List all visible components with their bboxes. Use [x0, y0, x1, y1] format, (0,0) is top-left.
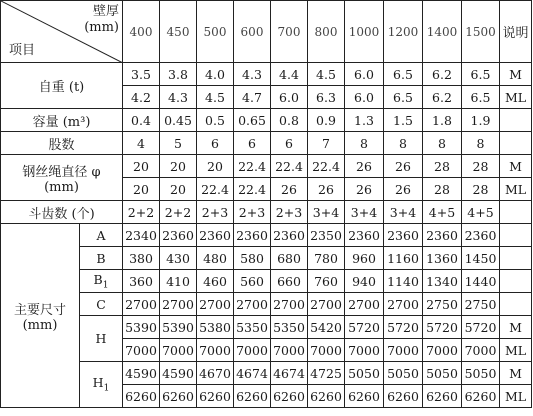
- table-cell: 2360: [345, 224, 384, 247]
- table-cell: 1.3: [345, 109, 384, 132]
- table-cell: 6.5: [384, 63, 423, 86]
- table-cell: 780: [308, 247, 345, 270]
- table-cell: 2700: [234, 293, 271, 316]
- table-cell: 22.4: [271, 155, 308, 178]
- table-cell: 6.2: [423, 63, 462, 86]
- header-row: [1, 1, 532, 63]
- table-cell: 2360: [197, 224, 234, 247]
- table-cell: 4.0: [197, 63, 234, 86]
- table-cell: 26: [271, 178, 308, 201]
- dimension-key-b1-subscript: 1: [102, 280, 109, 291]
- dimensions-label: [1, 224, 80, 408]
- note-cell: M: [500, 63, 532, 86]
- table-cell: 2700: [308, 293, 345, 316]
- table-cell: 0.65: [234, 109, 271, 132]
- table-cell: 2700: [160, 293, 197, 316]
- table-cell: 6.5: [462, 63, 500, 86]
- table-cell: 4590: [160, 362, 197, 385]
- note-cell: M: [500, 362, 532, 385]
- table-cell: 6260: [234, 385, 271, 408]
- table-cell: 5350: [271, 316, 308, 339]
- header-value-10: 1500: [462, 1, 500, 63]
- table-cell: 26: [345, 178, 384, 201]
- dimension-row-h-m: [1, 316, 532, 339]
- table-cell: 2+3: [234, 201, 271, 224]
- note-cell: M: [500, 155, 532, 178]
- dimension-row-a: [1, 224, 532, 247]
- table-cell: 4590: [123, 362, 160, 385]
- table-cell: 28: [423, 178, 462, 201]
- table-cell: 6.0: [345, 86, 384, 109]
- capacity-row: [1, 109, 532, 132]
- header-value-6: 800: [308, 1, 345, 63]
- rope-diameter-label-line1: 钢丝绳直径 φ: [22, 164, 101, 180]
- table-cell: 2350: [308, 224, 345, 247]
- table-cell: 8: [423, 132, 462, 155]
- header-value-8: 1200: [384, 1, 423, 63]
- wall-thickness-label: 壁厚: [92, 4, 119, 19]
- self-weight-row-m: [1, 63, 532, 86]
- teeth-label: 斗齿数 (个): [1, 201, 123, 224]
- table-cell: 20: [123, 155, 160, 178]
- table-cell: 28: [423, 155, 462, 178]
- table-cell: 2360: [462, 224, 500, 247]
- table-cell: 3+4: [308, 201, 345, 224]
- table-cell: 1140: [384, 270, 423, 293]
- table-cell: 5050: [462, 362, 500, 385]
- table-cell: 460: [197, 270, 234, 293]
- note-cell: [500, 132, 532, 155]
- table-cell: 4.5: [308, 63, 345, 86]
- table-cell: 5390: [160, 316, 197, 339]
- table-cell: 6.3: [308, 86, 345, 109]
- table-cell: 8: [384, 132, 423, 155]
- dimension-key-a: A: [80, 224, 123, 247]
- table-cell: 5420: [308, 316, 345, 339]
- table-cell: 0.8: [271, 109, 308, 132]
- table-cell: 4670: [197, 362, 234, 385]
- table-cell: 6.2: [423, 86, 462, 109]
- header-value-4: 600: [234, 1, 271, 63]
- rope-diameter-label: [1, 155, 123, 201]
- table-cell: 7000: [271, 339, 308, 362]
- table-cell: 940: [345, 270, 384, 293]
- dimension-row-b1: [1, 270, 532, 293]
- table-cell: 4+5: [462, 201, 500, 224]
- table-cell: 5: [160, 132, 197, 155]
- table-cell: 2700: [123, 293, 160, 316]
- note-cell: [500, 247, 532, 270]
- table-cell: 3.5: [123, 63, 160, 86]
- table-cell: 2700: [384, 293, 423, 316]
- header-value-5: 700: [271, 1, 308, 63]
- table-cell: 6: [271, 132, 308, 155]
- table-cell: 26: [384, 155, 423, 178]
- dimension-key-b1-main: B: [93, 271, 103, 287]
- table-cell: 7: [308, 132, 345, 155]
- table-cell: 580: [234, 247, 271, 270]
- dimension-row-h1-m: [1, 362, 532, 385]
- table-cell: 22.4: [197, 178, 234, 201]
- table-cell: 28: [462, 178, 500, 201]
- table-cell: 20: [160, 178, 197, 201]
- table-cell: 3+4: [384, 201, 423, 224]
- table-cell: 360: [123, 270, 160, 293]
- table-cell: 28: [462, 155, 500, 178]
- table-cell: 6260: [197, 385, 234, 408]
- table-cell: 2360: [271, 224, 308, 247]
- table-cell: 760: [308, 270, 345, 293]
- header-value-7: 1000: [345, 1, 384, 63]
- table-cell: 680: [271, 247, 308, 270]
- table-cell: 560: [234, 270, 271, 293]
- header-column-caption: [84, 4, 119, 36]
- table-cell: 1.8: [423, 109, 462, 132]
- table-cell: 2750: [462, 293, 500, 316]
- table-cell: 2360: [423, 224, 462, 247]
- table-cell: 6.0: [271, 86, 308, 109]
- header-value-1: 400: [123, 1, 160, 63]
- table-cell: 7000: [384, 339, 423, 362]
- table-cell: 20: [160, 155, 197, 178]
- note-cell: [500, 270, 532, 293]
- capacity-label: 容量 (m³): [1, 109, 123, 132]
- table-cell: 7000: [308, 339, 345, 362]
- table-cell: 6260: [123, 385, 160, 408]
- table-cell: 1.5: [384, 109, 423, 132]
- table-cell: 6260: [271, 385, 308, 408]
- dimension-key-h: H: [80, 316, 123, 362]
- self-weight-label: 自重 (t): [1, 63, 123, 109]
- table-cell: 6260: [308, 385, 345, 408]
- table-cell: 1160: [384, 247, 423, 270]
- table-cell: 7000: [345, 339, 384, 362]
- rope-diameter-row-m: [1, 155, 532, 178]
- table-cell: 20: [197, 155, 234, 178]
- table-cell: 5720: [384, 316, 423, 339]
- table-cell: 1340: [423, 270, 462, 293]
- table-cell: 1.9: [462, 109, 500, 132]
- table-cell: 2+2: [160, 201, 197, 224]
- table-cell: 22.4: [234, 155, 271, 178]
- note-cell: ML: [500, 339, 532, 362]
- table-cell: 1440: [462, 270, 500, 293]
- table-cell: 6260: [423, 385, 462, 408]
- table-cell: 2+3: [197, 201, 234, 224]
- table-cell: 7000: [234, 339, 271, 362]
- table-cell: 5720: [345, 316, 384, 339]
- table-cell: 480: [197, 247, 234, 270]
- teeth-row: [1, 201, 532, 224]
- table-cell: 20: [123, 178, 160, 201]
- table-cell: 1360: [423, 247, 462, 270]
- table-cell: 2360: [160, 224, 197, 247]
- table-cell: 2360: [384, 224, 423, 247]
- table-cell: 2750: [423, 293, 462, 316]
- header-value-2: 450: [160, 1, 197, 63]
- table-cell: 26: [308, 178, 345, 201]
- strands-row: [1, 132, 532, 155]
- note-cell: M: [500, 316, 532, 339]
- table-cell: 7000: [197, 339, 234, 362]
- table-cell: 8: [462, 132, 500, 155]
- dimension-key-h1-subscript: 1: [103, 383, 110, 394]
- table-cell: 4.3: [234, 63, 271, 86]
- table-cell: 7000: [462, 339, 500, 362]
- table-cell: 22.4: [234, 178, 271, 201]
- table-cell: 2700: [345, 293, 384, 316]
- table-cell: 4674: [234, 362, 271, 385]
- note-header: 说明: [500, 1, 532, 63]
- table-cell: 0.4: [123, 109, 160, 132]
- dimension-row-c: [1, 293, 532, 316]
- table-cell: 4: [123, 132, 160, 155]
- header-value-9: 1400: [423, 1, 462, 63]
- table-cell: 5050: [423, 362, 462, 385]
- table-cell: 6: [197, 132, 234, 155]
- table-cell: 430: [160, 247, 197, 270]
- dimensions-label-line1: 主要尺寸: [13, 302, 66, 318]
- note-cell: ML: [500, 385, 532, 408]
- table-cell: 4.7: [234, 86, 271, 109]
- table-cell: 5050: [384, 362, 423, 385]
- table-cell: 8: [345, 132, 384, 155]
- table-cell: 4.4: [271, 63, 308, 86]
- strands-label: 股数: [1, 132, 123, 155]
- table-cell: 6.5: [384, 86, 423, 109]
- table-cell: 26: [345, 155, 384, 178]
- table-cell: 5390: [123, 316, 160, 339]
- row-header-label: 项目: [9, 43, 36, 58]
- table-cell: 960: [345, 247, 384, 270]
- table-cell: 3.8: [160, 63, 197, 86]
- dimension-key-b: B: [80, 247, 123, 270]
- table-cell: 26: [384, 178, 423, 201]
- wall-thickness-unit: (mm): [84, 20, 119, 35]
- rope-diameter-label-line2: (mm): [44, 179, 79, 195]
- note-cell: ML: [500, 86, 532, 109]
- table-cell: 4.5: [197, 86, 234, 109]
- table-cell: 410: [160, 270, 197, 293]
- table-cell: 2360: [234, 224, 271, 247]
- header-value-3: 500: [197, 1, 234, 63]
- table-cell: 2700: [197, 293, 234, 316]
- table-cell: 4.2: [123, 86, 160, 109]
- table-cell: 6260: [462, 385, 500, 408]
- table-cell: 2700: [271, 293, 308, 316]
- table-cell: 5350: [234, 316, 271, 339]
- dimension-key-h1: [80, 362, 123, 408]
- table-cell: 380: [123, 247, 160, 270]
- table-cell: 5380: [197, 316, 234, 339]
- note-cell: [500, 293, 532, 316]
- table-cell: 7000: [160, 339, 197, 362]
- table-cell: 2+2: [123, 201, 160, 224]
- dimension-key-c: C: [80, 293, 123, 316]
- table-cell: 5720: [462, 316, 500, 339]
- table-cell: 3+4: [345, 201, 384, 224]
- table-cell: 6260: [384, 385, 423, 408]
- note-cell: [500, 109, 532, 132]
- header-diagonal-cell: [1, 1, 123, 63]
- table-cell: 6260: [345, 385, 384, 408]
- dimension-row-b: [1, 247, 532, 270]
- table-cell: 5050: [345, 362, 384, 385]
- table-cell: 7000: [423, 339, 462, 362]
- table-cell: 4.3: [160, 86, 197, 109]
- dimension-key-b1: [80, 270, 123, 293]
- table-cell: 4+5: [423, 201, 462, 224]
- table-cell: 0.45: [160, 109, 197, 132]
- table-cell: 6260: [160, 385, 197, 408]
- table-cell: 7000: [123, 339, 160, 362]
- dimension-key-h1-main: H: [92, 375, 104, 391]
- table-cell: 6.0: [345, 63, 384, 86]
- table-cell: 4674: [271, 362, 308, 385]
- table-cell: 0.9: [308, 109, 345, 132]
- table-cell: 2340: [123, 224, 160, 247]
- table-cell: 1450: [462, 247, 500, 270]
- table-cell: 660: [271, 270, 308, 293]
- table-cell: 6.5: [462, 86, 500, 109]
- table-cell: 4725: [308, 362, 345, 385]
- table-cell: 22.4: [308, 155, 345, 178]
- table-cell: 2+3: [271, 201, 308, 224]
- table-cell: 6: [234, 132, 271, 155]
- note-cell: [500, 224, 532, 247]
- note-cell: ML: [500, 178, 532, 201]
- table-cell: 0.5: [197, 109, 234, 132]
- dimensions-label-line2: (mm): [22, 317, 58, 333]
- table-cell: 5720: [423, 316, 462, 339]
- note-cell: [500, 201, 532, 224]
